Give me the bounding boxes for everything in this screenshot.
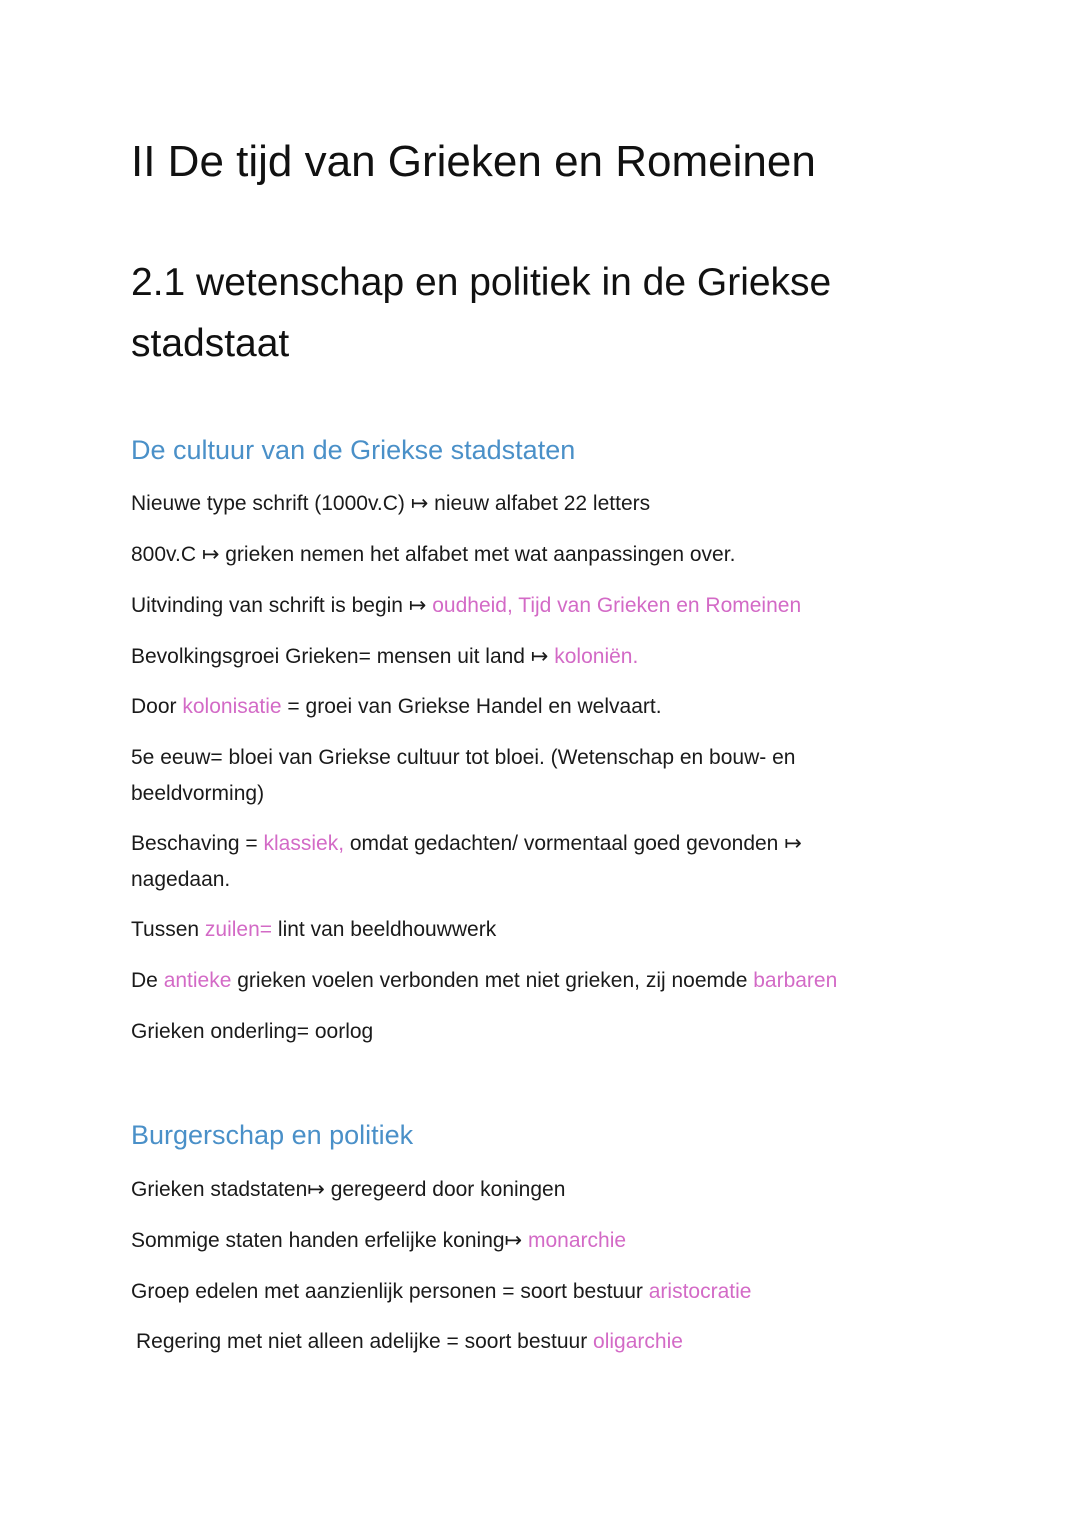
chapter-subtitle: 2.1 wetenschap en politiek in de Griekse stadstaat (131, 261, 832, 365)
line-text: Beschaving = (131, 832, 264, 855)
highlight-term: oudheid, Tijd van Grieken en Romeinen (432, 594, 802, 617)
paragraph-line (131, 912, 901, 948)
line-text: Grieken onderling= oorlog (131, 1020, 374, 1043)
line-text: omdat gedachten/ vormentaal goed gevonden ↦ nagedaan. (131, 832, 802, 891)
line-text: Grieken stadstaten↦ geregeerd door koningen (131, 1178, 566, 1201)
line-text: Uitvinding van schrift is begin ↦ (131, 594, 433, 617)
paragraph-line (131, 1223, 901, 1259)
line-text: Groep edelen met aanzienlijk personen = soort bestuur (131, 1280, 649, 1303)
section-heading-cultuur: De cultuur van de Griekse stadstaten (131, 435, 576, 465)
highlight-term: zuilen= (204, 918, 273, 941)
line-text: 5e eeuw= bloei van Griekse cultuur tot bloei. (Wetenschap en bouw- en beeldvorming) (131, 746, 796, 805)
line-text: lint van beeldhouwwerk (272, 918, 497, 941)
highlight-term: oligarchie (593, 1330, 683, 1353)
line-text: 800v.C ↦ grieken nemen het alfabet met wat aanpassingen over. (131, 543, 736, 566)
paragraph-line (131, 588, 901, 624)
highlight-term: barbaren (753, 969, 838, 992)
highlight-term: klassiek, (263, 832, 345, 855)
paragraph-line (131, 689, 901, 725)
paragraph-line (131, 963, 901, 999)
line-text: Bevolkingsgroei Grieken= mensen uit land ↦ (131, 645, 555, 668)
line-text: Nieuwe type schrift (1000v.C) ↦ nieuw alfabet 22 letters (131, 492, 651, 515)
line-text: = groei van Griekse Handel en welvaart. (281, 695, 662, 718)
section-heading-burgerschap: Burgerschap en politiek (131, 1120, 414, 1150)
highlight-term: antieke (163, 969, 232, 992)
line-text: Tussen (131, 918, 205, 941)
paragraph-line (131, 537, 901, 573)
paragraph-line (131, 826, 871, 898)
paragraph-line (131, 639, 901, 675)
line-text: De (131, 969, 164, 992)
line-text: Sommige staten handen erfelijke koning↦ (131, 1229, 528, 1252)
highlight-term: kolonisatie (182, 695, 282, 718)
paragraph-line (131, 1274, 901, 1310)
highlight-term: aristocratie (648, 1280, 752, 1303)
paragraph-line (131, 1324, 906, 1360)
line-text: Regering met niet alleen adelijke = soort bestuur (136, 1330, 594, 1353)
paragraph-line (131, 740, 871, 812)
paragraph-line (131, 1172, 901, 1208)
page-title: II De tijd van Grieken en Romeinen (131, 137, 816, 186)
highlight-term: monarchie (528, 1229, 627, 1252)
paragraph-line (131, 486, 901, 522)
line-text: Door (131, 695, 183, 718)
highlight-term: koloniën. (554, 645, 639, 668)
paragraph-line (131, 1014, 901, 1050)
line-text: grieken voelen verbonden met niet grieken, zij noemde (231, 969, 754, 992)
